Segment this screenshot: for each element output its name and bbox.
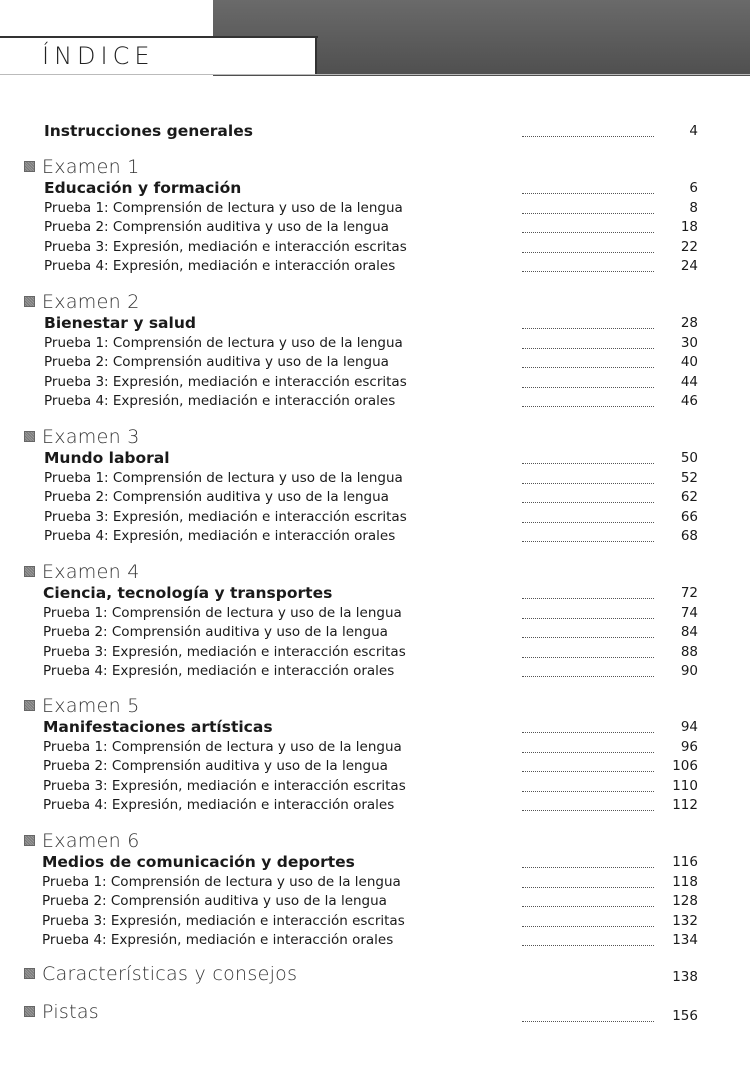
section-title: Medios de comunicación y deportes [42, 853, 355, 871]
page-number: 4 [689, 123, 698, 139]
page-number: 96 [680, 739, 698, 755]
dot-leader [522, 174, 654, 194]
exam-heading [24, 156, 140, 178]
dot-leader [522, 907, 654, 927]
dot-leader [522, 117, 654, 137]
toc-entry-row[interactable] [0, 526, 750, 546]
page-number: 50 [680, 450, 698, 466]
dot-leader [522, 926, 654, 946]
page-number: 112 [672, 797, 698, 814]
toc-entry-row[interactable] [0, 256, 750, 276]
page-number: 8 [689, 200, 698, 216]
dot-leader [522, 1002, 654, 1022]
section-heading-text: Examen 3 [42, 426, 140, 448]
section-heading-text: Examen 2 [42, 291, 140, 313]
toc-entry-row[interactable] [0, 391, 750, 411]
toc-entry-row[interactable] [0, 930, 750, 950]
dot-leader [522, 387, 654, 407]
section-heading-text: Examen 1 [42, 156, 140, 178]
page-number: 40 [680, 354, 698, 371]
dot-leader [522, 522, 654, 542]
section-title: Ciencia, tecnología y transportes [43, 584, 333, 602]
exam-heading [24, 426, 140, 448]
page-number: 94 [680, 719, 698, 735]
page-number: 106 [672, 758, 698, 775]
page-number: 46 [680, 393, 698, 410]
page-number: 128 [672, 893, 698, 910]
toc-extra-row[interactable] [0, 967, 750, 987]
dot-leader [522, 464, 654, 484]
dot-leader [522, 733, 654, 753]
entry-label: Prueba 1: Comprensión de lectura y uso de la lengua [44, 200, 403, 216]
page-number: 156 [672, 1008, 698, 1024]
page-number: 44 [680, 373, 698, 390]
page-number: 74 [680, 605, 698, 621]
section-title: Bienestar y salud [44, 314, 196, 332]
entry-label: Prueba 1: Comprensión de lectura y uso de la lengua [44, 470, 403, 486]
dot-leader [522, 252, 654, 272]
toc-entry-row[interactable] [0, 661, 750, 681]
page-number: 84 [680, 624, 698, 641]
dot-leader [522, 348, 654, 368]
page-title: ÍNDICE [42, 42, 155, 70]
square-bullet-icon [24, 835, 35, 846]
dot-leader [522, 579, 654, 599]
entry-label: Prueba 2: Comprensión auditiva y uso de la lengua [44, 354, 389, 371]
dot-leader [522, 503, 654, 523]
entry-label: Prueba 3: Expresión, mediación e interacción escritas [44, 373, 407, 390]
dot-leader [522, 368, 654, 388]
section-title: Manifestaciones artísticas [43, 718, 273, 736]
entry-label: Prueba 3: Expresión, mediación e interacción escritas [43, 643, 406, 660]
page-number: 110 [672, 777, 698, 794]
page-number: 68 [680, 528, 698, 545]
entry-label: Prueba 3: Expresión, mediación e interacción escritas [43, 777, 406, 794]
page-number: 90 [680, 663, 698, 680]
square-bullet-icon [24, 431, 35, 442]
entry-label: Prueba 4: Expresión, mediación e interacción orales [44, 258, 396, 275]
entry-label: Prueba 2: Comprensión auditiva y uso de la lengua [43, 758, 388, 775]
square-bullet-icon [24, 296, 35, 307]
entry-label: Prueba 3: Expresión, mediación e interacción escritas [44, 508, 407, 525]
dot-leader [522, 309, 654, 329]
dot-leader [522, 618, 654, 638]
dot-leader [522, 772, 654, 792]
entry-label: Prueba 1: Comprensión de lectura y uso de la lengua [43, 605, 402, 621]
page-number: 116 [672, 854, 698, 870]
dot-leader [522, 752, 654, 772]
dot-leader [522, 599, 654, 619]
toc-section-title-row[interactable] [0, 121, 750, 141]
page-number: 118 [672, 874, 698, 890]
square-bullet-icon [24, 700, 35, 711]
page-number: 18 [680, 219, 698, 236]
entry-label: Prueba 4: Expresión, mediación e interacción orales [43, 797, 395, 814]
page-number: 72 [680, 585, 698, 601]
entry-label: Prueba 2: Comprensión auditiva y uso de la lengua [44, 219, 389, 236]
dot-leader [522, 233, 654, 253]
page-number: 88 [680, 643, 698, 660]
page-number: 24 [680, 258, 698, 275]
dot-leader [522, 657, 654, 677]
section-title: Mundo laboral [44, 449, 170, 467]
toc-extra-row[interactable] [0, 1006, 750, 1026]
dot-leader [522, 329, 654, 349]
page-number: 132 [672, 912, 698, 929]
dot-leader [522, 483, 654, 503]
section-heading-text: Examen 5 [42, 695, 140, 717]
dot-leader [522, 194, 654, 214]
toc-entry-row[interactable] [0, 795, 750, 815]
entry-label: Prueba 1: Comprensión de lectura y uso de la lengua [43, 739, 402, 755]
dot-leader [522, 887, 654, 907]
entry-label: Prueba 2: Comprensión auditiva y uso de la lengua [44, 489, 389, 506]
section-title: Educación y formación [44, 179, 242, 197]
entry-label: Prueba 4: Expresión, mediación e interacción orales [44, 393, 396, 410]
square-bullet-icon [24, 566, 35, 577]
dot-leader [522, 791, 654, 811]
dot-leader [522, 848, 654, 868]
page-number: 62 [680, 489, 698, 506]
page-number: 138 [672, 969, 698, 985]
dot-leader [522, 213, 654, 233]
exam-heading [24, 830, 140, 852]
entry-label: Prueba 3: Expresión, mediación e interacción escritas [44, 238, 407, 255]
exam-heading [24, 561, 140, 583]
entry-label: Prueba 2: Comprensión auditiva y uso de la lengua [43, 624, 388, 641]
page-number: 134 [672, 932, 698, 949]
page-number: 66 [680, 508, 698, 525]
dot-leader [522, 868, 654, 888]
square-bullet-icon [24, 161, 35, 172]
page-number: 28 [680, 315, 698, 331]
dot-leader [522, 713, 654, 733]
entry-label: Prueba 1: Comprensión de lectura y uso de la lengua [42, 874, 401, 890]
entry-label: Prueba 4: Expresión, mediación e interacción orales [42, 932, 394, 949]
section-heading-text: Examen 6 [42, 830, 140, 852]
entry-label: Prueba 4: Expresión, mediación e interacción orales [43, 663, 395, 680]
entry-label: Prueba 4: Expresión, mediación e interacción orales [44, 528, 396, 545]
section-heading-text: Características y consejos [42, 963, 298, 985]
section-heading-text: Pistas [42, 1001, 100, 1023]
page-number: 22 [680, 238, 698, 255]
entry-label: Prueba 3: Expresión, mediación e interacción escritas [42, 912, 405, 929]
exam-heading [24, 695, 140, 717]
page-number: 6 [689, 180, 698, 196]
page-number: 52 [680, 470, 698, 486]
section-title: Instrucciones generales [44, 122, 253, 140]
dot-leader [522, 638, 654, 658]
entry-label: Prueba 2: Comprensión auditiva y uso de la lengua [42, 893, 387, 910]
dot-leader [522, 444, 654, 464]
page-number: 30 [680, 335, 698, 351]
entry-label: Prueba 1: Comprensión de lectura y uso de la lengua [44, 335, 403, 351]
exam-heading [24, 291, 140, 313]
header-divider [0, 74, 750, 75]
section-heading-text: Examen 4 [42, 561, 140, 583]
